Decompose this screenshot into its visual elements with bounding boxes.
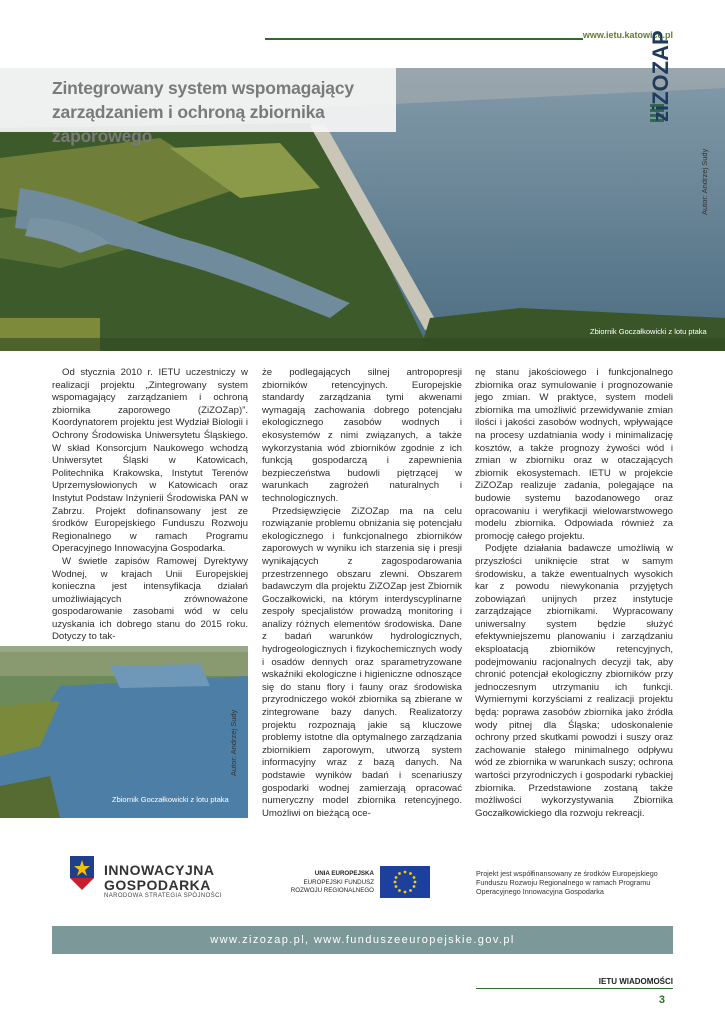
reservoir-photo — [0, 646, 248, 818]
reservoir-illustration — [0, 646, 248, 818]
ig-title-line1: INNOWACYJNA — [104, 862, 215, 878]
ig-title-line2: GOSPODARKA — [104, 877, 211, 893]
footer-rule — [476, 988, 673, 989]
project-funding-note: Projekt jest współfinansowany ze środków Europejskiego Funduszu Rozwoju Regionalnego w ramach Programu Operacyjnego Innowacyjna Gospodarka — [476, 869, 658, 896]
eu-line1: UNIA EUROPEJSKA — [314, 870, 374, 877]
project-links[interactable]: www.zizozap.pl, www.funduszeeuropejskie.gov.pl — [210, 934, 515, 946]
title-line-2: zarządzaniem i ochroną zbiornika zaporowego — [52, 102, 325, 146]
page-number: 3 — [658, 994, 665, 1006]
eu-stars-icon — [380, 866, 430, 898]
paragraph: że podlegających silnej antropopresji zbiorników retencyjnych. Europejskie standardy zarządzania tymi akwenami wymagają zachowania dobrego potencjału ekologicznego zasobów wodnych i ekosystemów z nimi związanych, a także wykorzystania wód zbiorników zgodnie z ich funkcją gospodarczą i zapewnienia bezpieczeństwa budowli piętrzącej w warunkach zagrożeń naturalnych i technologicznych. — [262, 367, 462, 504]
publication-name: IETU WIADOMOŚCI — [598, 977, 673, 986]
header-rule — [265, 38, 583, 40]
zizozap-logo — [648, 30, 708, 126]
text-column-2 — [262, 367, 462, 820]
header-url: www.ietu.katowice.pl — [582, 30, 673, 40]
eu-line3: ROZWOJU REGIONALNEGO — [290, 887, 374, 894]
paragraph: Przedsięwzięcie ZiZOZap ma na celu rozwiązanie problemu obniżania się potencjału ekologicznego i funkcjonalnego zbiorników zaporowych w wyniku ich starzenia się i presji wynikających z zagospodarowania przestrzennego obszaru zlewni. Obszarem badawczym dla projektu ZiZOZap jest Zbiornik Goczałkowicki, na którym interdyscyplinarne zespoły specjalistów prowadzą monitoring i analizy różnych elementów środowiska. Dane z badań warunków hydrologicznych, hydrogeologicznych i fizykochemicznych wody i osadów dennych oraz sparametryzowane wskaźniki ekologiczne i higieniczne odnoszące się do stanu flory i fauny oraz środowiska przyrodniczego wokół zbiornika są zbierane w zintegrowane bazy danych. Realizatorzy projektu rozpoznają jakie są kluczowe problemy istotne dla optymalnego zarządzania zbiornikiem zaporowym, utworzą system informacyjny wraz z bazą danych. Na podstawie wyników badań i scenariuszy gospodarki wodnej zamierzają opracować numeryczny model zbiornika retencyjnego. Umożliwi on bieżącą oce- — [262, 505, 462, 819]
innowacyjna-gospodarka-logo — [66, 854, 100, 894]
eu-flag-icon — [380, 866, 430, 898]
photo2-caption: Zbiornik Goczałkowicki z lotu ptaka — [112, 795, 229, 804]
photo2-author-credit: Autor: Andrzej Sudy — [229, 709, 238, 776]
text-column-1 — [52, 367, 248, 644]
hero-author-credit: Autor: Andrzej Sudy — [700, 148, 709, 215]
article-title — [52, 76, 392, 148]
zizozap-logo-graphic — [648, 30, 708, 126]
eu-line2: EUROPEJSKI FUNDUSZ — [303, 879, 374, 886]
title-line-1: Zintegrowany system wspomagający — [52, 78, 354, 98]
ig-subtitle: NARODOWA STRATEGIA SPÓJNOŚCI — [104, 893, 222, 899]
paragraph: nę stanu jakościowego i funkcjonalnego zbiornika oraz symulowanie i prognozowanie jego zmian. W praktyce, system modeli zbiornika ma umożliwić przewidywanie zmian ilości i jakości zasobów wodnych, wpływające na procesy uzdatniania wody i minimalizację kosztów, a także prognozy żywości wód i zmian w zbiorniku oraz w otaczających zbiornik ekosystemach. IETU w projekcie ZiZOZap realizuje zadania, polegające na budowie systemu bazodanowego oraz opracowaniu i weryfikacji wielowarstwowego modelu zbiornika. Odpowiada również za promocję całego projektu. — [475, 367, 673, 542]
ig-logo-icon — [66, 854, 100, 894]
paragraph: Od stycznia 2010 r. IETU uczestniczy w realizacji projektu „Zintegrowany system wspomagający zarządzaniem i ochroną zbiornika zaporowego (ZiZOZap)”. Koordynatorem projektu jest Wydział Biologii i Ochrony Środowiska Uniwersytetu Śląskiego. W skład Konsorcjum Naukowego wchodzą Uniwersytet Śląski w Katowicach, Politechnika Krakowska, Instytut Terenów Uprzemysłowionych w Katowicach oraz Instytut Podstaw Inżynierii Środowiska PAN w Zabrzu. Projekt dofinansowany jest ze środków Europejskiego Funduszu Rozwoju Regionalnego w ramach Programu Operacyjnego Innowacyjna Gospodarka. — [52, 367, 248, 555]
paragraph: Podjęte działania badawcze umożliwią w przyszłości uniknięcie strat w samym środowisku, a także ewentualnych wysokich kar z powodu niewykonania przyjętych zobowiązań unijnych przez instytucje zarządzające zbiornikami. Wypracowany uniwersalny system będzie służyć efektywniejszemu planowaniu i zarządzaniu eksploatacją zbiorników retencyjnych, podejmowaniu racjonalnych decyzji tak, aby chronić potencjał ekologiczny zbiorników przy jednoczesnym utrzymaniu ich funkcji. Wymiernymi korzyściami z realizacji projektu będą: poprawa zasobów zbiornika jako źródła wody pitnej dla Śląska; udoskonalenie ochrony przed skutkami powodzi i suszy oraz zachowanie stałego minimalnego odpływu wód ze zbiornika w warunkach suszy; ochrona wartości przyrodniczych i gospodarki rybackiej zbiornika. Przedstawione zostaną także możliwości wykorzystywania Zbiornika Goczałkowickiego dla rozwoju rekreacji. — [475, 543, 673, 819]
hero-caption: Zbiornik Goczałkowicki z lotu ptaka — [590, 327, 707, 336]
paragraph: W świetle zapisów Ramowej Dyrektywy Wodnej, w krajach Unii Europejskiej konieczna jest intensyfikacja działań umożliwiających zrównoważone gospodarowanie zasobami wód w celu uzyskania ich dobrego stanu do 2015 roku. Dotyczy to tak- — [52, 555, 248, 643]
text-column-3 — [475, 367, 673, 820]
logo-text: ziZOZAP — [648, 30, 673, 122]
